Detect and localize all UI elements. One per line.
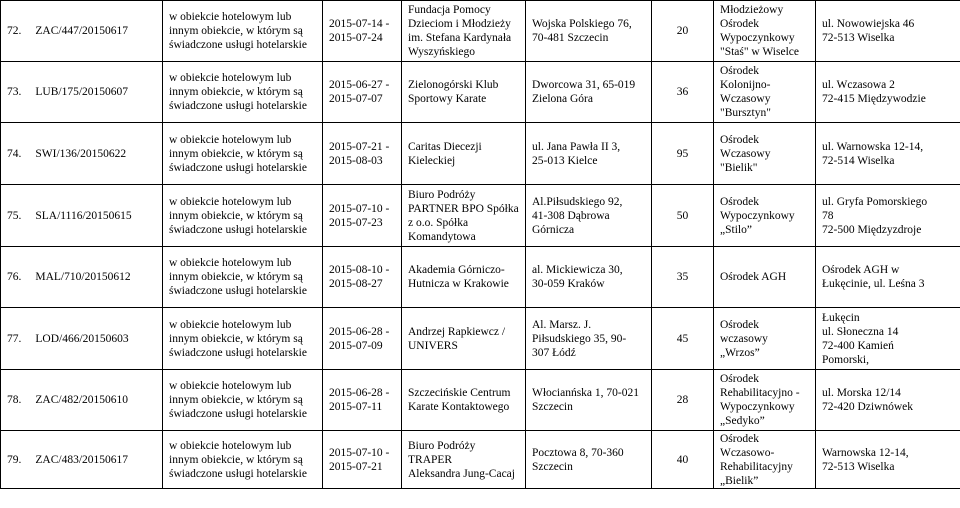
accommodation-type-cell <box>163 185 323 247</box>
participants-cell <box>652 123 714 185</box>
facility-name: Ośrodek AGH <box>720 271 787 283</box>
date-range: 2015-06-27 - 2015-07-07 <box>329 79 390 105</box>
accommodation-type: w obiekcie hotelowym lub innym obiekcie, w którym są świadczone usługi hotelarskie <box>169 72 307 112</box>
organizer-address-cell <box>526 247 652 308</box>
accommodation-type: w obiekcie hotelowym lub innym obiekcie, w którym są świadczone usługi hotelarskie <box>169 133 307 174</box>
facility-location: Ośrodek AGH w Łukęcinie, ul. Leśna 3 <box>822 264 925 290</box>
table-row <box>1 370 960 431</box>
accommodation-type-cell <box>163 431 323 489</box>
facility-location-cell <box>816 370 960 431</box>
accommodation-type-cell <box>163 123 323 185</box>
table-row <box>1 431 960 489</box>
facility-cell <box>714 62 816 123</box>
organizer-address: Włocianńska 1, 70-021 Szczecin <box>532 387 639 413</box>
accommodation-type: w obiekcie hotelowym lub innym obiekcie, w którym są świadczone usługi hotelarskie <box>169 195 307 236</box>
facility-location: ul. Morska 12/14 72-420 Dziwnówek <box>822 387 914 413</box>
facility-location: ul. Wczasowa 2 72-415 Międzywodzie <box>822 79 926 105</box>
accommodation-type: w obiekcie hotelowym lub innym obiekcie, w którym są świadczone usługi hotelarskie <box>169 439 307 480</box>
row-id-cell <box>1 62 163 123</box>
participants-count: 20 <box>676 25 689 37</box>
organizer-address-cell <box>526 123 652 185</box>
organizer-address: ul. Jana Pawła II 3, 25-013 Kielce <box>532 140 621 167</box>
facility-cell <box>714 123 816 185</box>
dates-cell <box>323 1 402 62</box>
organizer-address-cell <box>526 308 652 370</box>
accommodation-type: w obiekcie hotelowym lub innym obiekcie, w którym są świadczone usługi hotelarskie <box>169 257 307 297</box>
participants-count: 95 <box>676 147 689 160</box>
row-id-cell <box>1 308 163 370</box>
registration-code: ZAC/447/20150617 <box>35 25 129 37</box>
organizer-name: Fundacja Pomocy Dzieciom i Młodzieży im. Stefana Kardynała Wyszyńskiego <box>408 4 512 58</box>
facility-location: Warnowska 12-14, 72-513 Wiselka <box>822 446 909 473</box>
organizer-name: Biuro Podróży TRAPER Aleksandra Jung-Cacaj <box>408 439 515 480</box>
table-row <box>1 308 960 370</box>
facility-location-cell <box>816 308 960 370</box>
dates-cell <box>323 431 402 489</box>
table-body <box>1 1 960 489</box>
row-id-cell <box>1 185 163 247</box>
accommodation-type-cell <box>163 308 323 370</box>
dates-cell <box>323 247 402 308</box>
facility-name: Młodzieżowy Ośrodek Wypoczynkowy "Staś" w Wiselce <box>720 4 799 58</box>
participants-cell <box>652 308 714 370</box>
organizer-address: Pocztowa 8, 70-360 Szczecin <box>532 446 624 473</box>
accommodation-type: w obiekcie hotelowym lub innym obiekcie, w którym są świadczone usługi hotelarskie <box>169 318 307 359</box>
row-number: 75. <box>7 209 22 222</box>
organizer-address-cell <box>526 370 652 431</box>
participants-cell <box>652 431 714 489</box>
date-range: 2015-08-10 - 2015-08-27 <box>329 264 390 290</box>
organizer-address: Dworcowa 31, 65-019 Zielona Góra <box>532 79 636 105</box>
dates-cell <box>323 308 402 370</box>
row-number: 74. <box>7 147 22 160</box>
participants-count: 50 <box>676 209 689 222</box>
participants-cell <box>652 370 714 431</box>
facility-location-cell <box>816 431 960 489</box>
facility-location-cell <box>816 247 960 308</box>
organizer-cell <box>402 123 526 185</box>
registration-code: LOD/466/20150603 <box>35 332 129 345</box>
facility-location: ul. Gryfa Pomorskiego 78 72-500 Międzyzdroje <box>822 195 928 236</box>
facility-cell <box>714 247 816 308</box>
facility-name: Ośrodek Wypoczynkowy „Stilo” <box>720 195 795 236</box>
organizer-name: Szczecińskie Centrum Karate Kontaktowego <box>408 387 511 413</box>
dates-cell <box>323 123 402 185</box>
organizer-address: al. Mickiewicza 30, 30-059 Kraków <box>532 264 623 290</box>
facility-location: Łukęcin ul. Słoneczna 14 72-400 Kamień Pomorski, <box>822 311 899 366</box>
dates-cell <box>323 185 402 247</box>
facility-name: Ośrodek Wczasowy "Bielik" <box>720 133 771 174</box>
organizer-name: Caritas Diecezji Kieleckiej <box>408 140 482 167</box>
table-row <box>1 185 960 247</box>
date-range: 2015-07-10 - 2015-07-23 <box>329 202 390 229</box>
row-number: 78. <box>7 394 22 406</box>
facility-name: Ośrodek Wczasowo- Rehabilitacyjny „Bielik” <box>720 432 793 487</box>
dates-cell <box>323 370 402 431</box>
participants-count: 45 <box>676 332 689 345</box>
participants-count: 36 <box>676 86 689 98</box>
dates-cell <box>323 62 402 123</box>
organizer-name: Biuro Podróży PARTNER BPO Spółka z o.o. Spółka Komandytowa <box>408 188 519 243</box>
organizer-address-cell <box>526 62 652 123</box>
row-number: 73. <box>7 86 22 98</box>
participants-cell <box>652 185 714 247</box>
accommodation-type-cell <box>163 370 323 431</box>
organizer-cell <box>402 308 526 370</box>
accommodation-type-cell <box>163 247 323 308</box>
participants-cell <box>652 247 714 308</box>
table-row <box>1 62 960 123</box>
row-number: 72. <box>7 25 22 37</box>
date-range: 2015-07-21 - 2015-08-03 <box>329 140 390 167</box>
organizer-cell <box>402 247 526 308</box>
organizer-cell <box>402 431 526 489</box>
row-id-cell <box>1 370 163 431</box>
organizer-address-cell <box>526 1 652 62</box>
facility-name: Ośrodek Rehabilitacyjno - Wypoczynkowy „Sedyko” <box>720 373 800 427</box>
organizer-address: Wojska Polskiego 76, 70-481 Szczecin <box>532 18 632 44</box>
participants-cell <box>652 62 714 123</box>
date-range: 2015-07-14 - 2015-07-24 <box>329 18 390 44</box>
organizer-cell <box>402 185 526 247</box>
row-id-cell <box>1 431 163 489</box>
facility-location-cell <box>816 185 960 247</box>
facility-cell <box>714 308 816 370</box>
row-number: 79. <box>7 453 22 466</box>
organizer-name: Akademia Górniczo- Hutnicza w Krakowie <box>408 264 509 290</box>
accommodation-type: w obiekcie hotelowym lub innym obiekcie, w którym są świadczone usługi hotelarskie <box>169 380 307 420</box>
facility-name: Ośrodek wczasowy „Wrzos” <box>720 318 768 359</box>
accommodation-type-cell <box>163 62 323 123</box>
table-row <box>1 123 960 185</box>
organizer-address: Al.Piłsudskiego 92, 41-308 Dąbrowa Górnicza <box>532 195 623 236</box>
registration-code: LUB/175/20150607 <box>35 86 129 98</box>
date-range: 2015-06-28 - 2015-07-11 <box>329 387 390 413</box>
row-id-cell <box>1 1 163 62</box>
date-range: 2015-07-10 - 2015-07-21 <box>329 446 390 473</box>
registration-code: SWI/136/20150622 <box>35 147 127 160</box>
organizer-cell <box>402 1 526 62</box>
registration-code: SLA/1116/20150615 <box>35 209 132 222</box>
facility-name: Ośrodek Kolonijno- Wczasowy "Bursztyn" <box>720 65 771 119</box>
organizer-name: Zielonogórski Klub Sportowy Karate <box>408 79 499 105</box>
accommodation-type-cell <box>163 1 323 62</box>
facility-cell <box>714 185 816 247</box>
row-number: 76. <box>7 271 22 283</box>
registration-code: MAL/710/20150612 <box>35 271 131 283</box>
facility-cell <box>714 370 816 431</box>
participants-count: 35 <box>676 271 689 283</box>
organizer-cell <box>402 62 526 123</box>
facility-location: ul. Warnowska 12-14, 72-514 Wiselka <box>822 140 924 167</box>
facility-location-cell <box>816 62 960 123</box>
participants-count: 40 <box>676 453 689 466</box>
registration-code: ZAC/482/20150610 <box>35 394 129 406</box>
row-number: 77. <box>7 332 22 345</box>
organizer-name: Andrzej Rapkiewcz / UNIVERS <box>408 325 506 352</box>
registration-code: ZAC/483/20150617 <box>35 453 129 466</box>
organizer-address: Al. Marsz. J. Piłsudskiego 35, 90- 307 Łódź <box>532 318 627 359</box>
facility-location-cell <box>816 1 960 62</box>
facility-location-cell <box>816 123 960 185</box>
table-row <box>1 247 960 308</box>
row-id-cell <box>1 247 163 308</box>
accommodation-type: w obiekcie hotelowym lub innym obiekcie, w którym są świadczone usługi hotelarskie <box>169 11 307 51</box>
organizer-address-cell <box>526 431 652 489</box>
date-range: 2015-06-28 - 2015-07-09 <box>329 325 390 352</box>
facility-location: ul. Nowowiejska 46 72-513 Wiselka <box>822 18 915 44</box>
facility-cell <box>714 431 816 489</box>
participants-count: 28 <box>676 394 689 406</box>
participants-cell <box>652 1 714 62</box>
facility-cell <box>714 1 816 62</box>
table-row <box>1 1 960 62</box>
row-id-cell <box>1 123 163 185</box>
organizer-cell <box>402 370 526 431</box>
organizer-address-cell <box>526 185 652 247</box>
